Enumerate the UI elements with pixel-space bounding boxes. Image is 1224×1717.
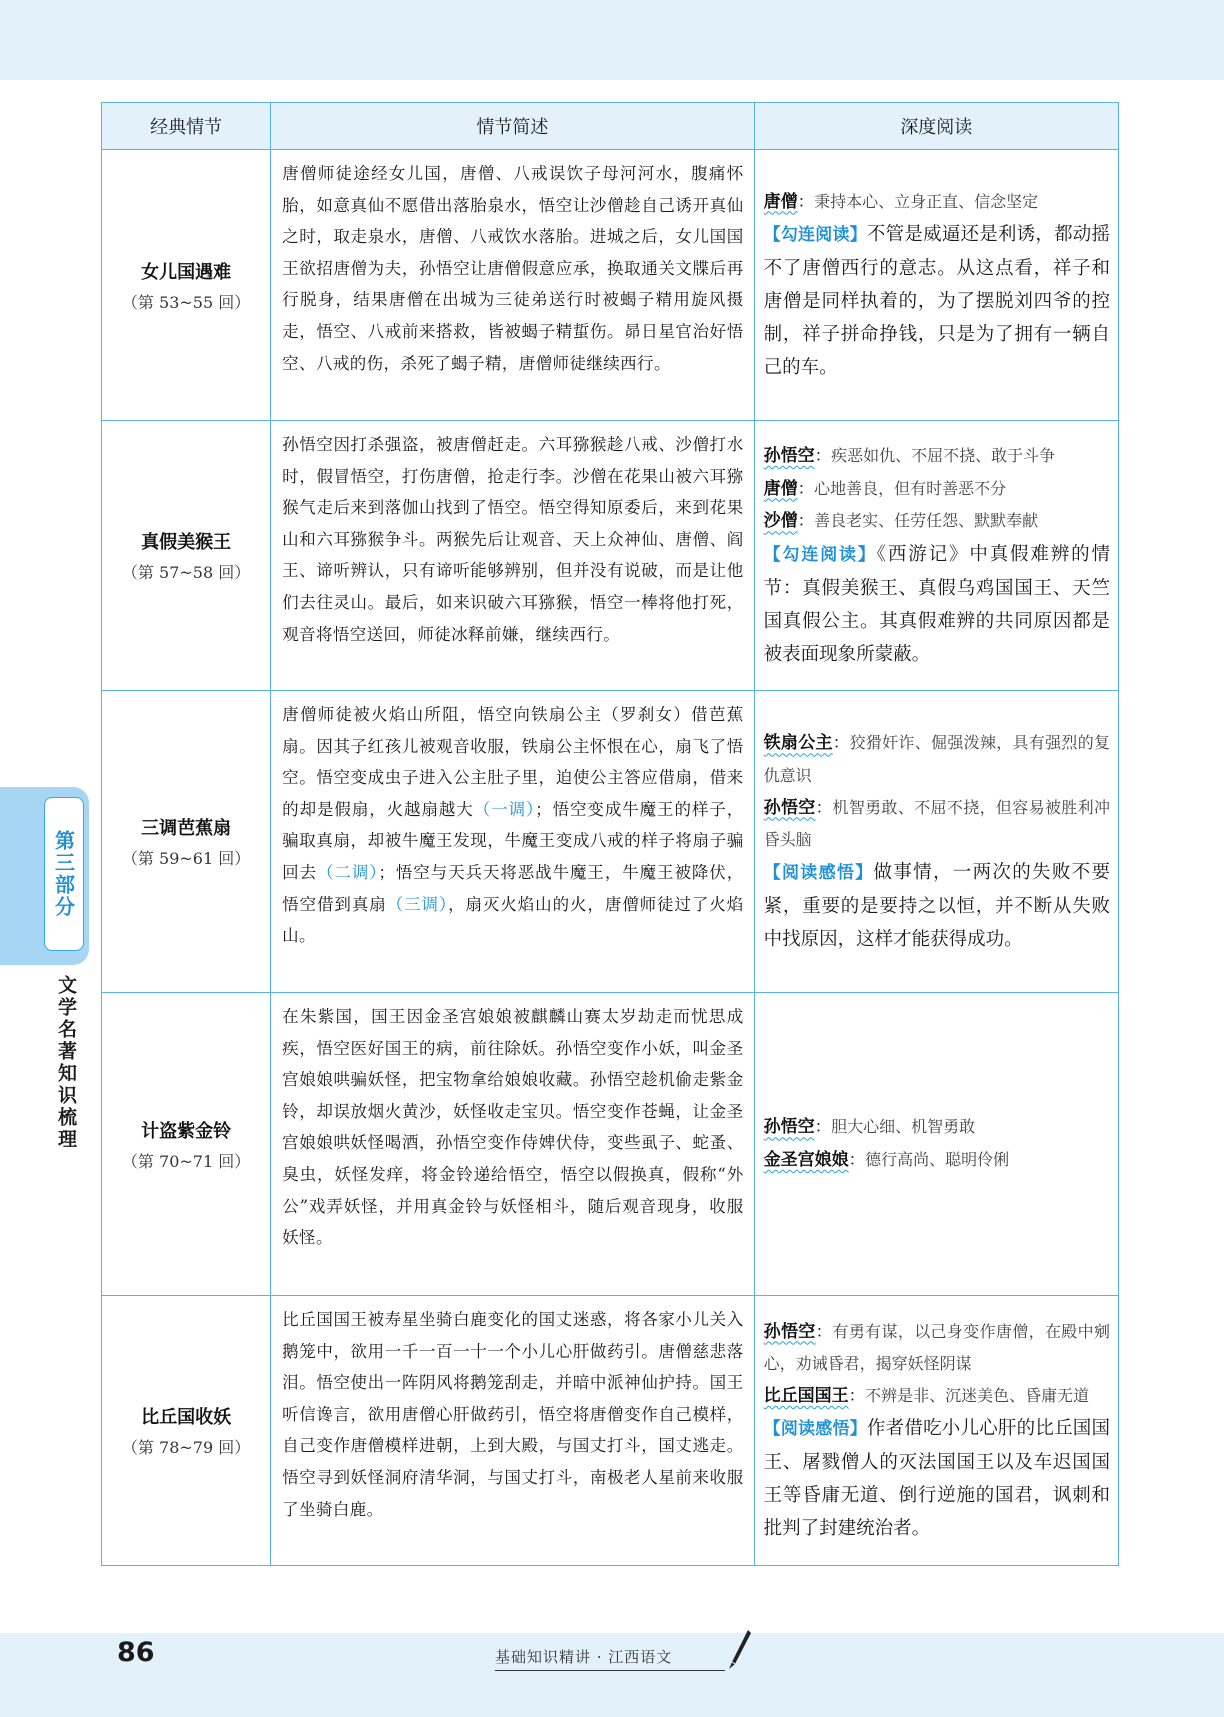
deep-reading-cell — [754, 1296, 1118, 1566]
note-tag: 【勾连阅读】 — [763, 544, 877, 565]
summary-text: 在朱紫国，国王因金圣宫娘娘被麒麟山赛太岁劫走而忧思成疾，悟空医好国王的病，前往除妖。孙悟空变作小妖，叫金圣宫娘娘哄骗妖怪，把宝物拿给娘娘收藏。孙悟空趁机偷走紫金铃，却误放烟火黄沙，妖怪收走宝贝。悟空变作苍蝇，让金圣宫娘娘哄妖怪喝酒，孙悟空变作侍婢伏侍，变些虱子、蛇蚤、臭虫，妖怪发痒，将金铃递给悟空，悟空以假换真，假称“外公”戏弄妖怪，并用真金铃与妖怪相斗，随后观音现身，收服妖怪。 — [282, 1007, 744, 1248]
plot-name: 三调芭蕉扇 — [141, 818, 232, 839]
character-entry: 沙僧：善良老实、任劳任怨、默默奉献 — [763, 511, 1039, 532]
summary-highlight: （一调） — [473, 799, 536, 819]
column-header-summary: 情节简述 — [271, 103, 754, 150]
summary-text: ，扇灭火焰山的火，唐僧师徒过了火焰山。 — [282, 894, 744, 946]
character-entry: 孙悟空：胆大心细、机智勇敢 — [763, 1117, 976, 1138]
summary-text: ；悟空与天兵天将恶战牛魔王，牛魔王被降伏，悟空借到真扇 — [282, 862, 744, 914]
summary-cell — [271, 1296, 754, 1566]
plot-name: 比丘国收妖 — [141, 1407, 232, 1428]
section-tab-label: 第三部分 — [51, 830, 76, 918]
plot-name: 女儿国遇难 — [141, 261, 232, 283]
summary-text: 比丘国国王被寿星坐骑白鹿变化的国丈迷惑，将各家小儿关入鹅笼中，欲用一千一百一十一个小儿心肝做药引。唐僧慈悲落泪。悟空使出一阵阴风将鹅笼刮走，并暗中派神仙护持。国王听信谗言，欲用唐僧心肝做药引，悟空将唐僧变作自己模样，自己变作唐僧模样进朝，上到大殿，与国丈打斗，国丈逃走。悟空寻到妖怪洞府清华洞，与国丈打斗，南极老人星前来收服了坐骑白鹿。 — [282, 1310, 744, 1519]
note-text: 做事情，一两次的失败不要紧，重要的是要持之以恒，并不断从失败中找原因，这样才能获得成功。 — [763, 861, 1111, 950]
character-name: 沙僧 — [763, 511, 798, 532]
reading-note — [764, 856, 1110, 956]
note-text: 《西游记》中真假难辨的情节：真假美猴王、真假乌鸡国国王、天竺国真假公主。其真假难辨的共同原因都是被表面现象所蒙蔽。 — [763, 543, 1110, 665]
summary-cell — [271, 691, 754, 993]
reading-note — [764, 1412, 1110, 1545]
character-traits: 胆大心细、机智勇敢 — [831, 1117, 976, 1137]
character-traits: 德行高尚、聪明伶俐 — [865, 1150, 1010, 1169]
summary-cell — [271, 150, 754, 421]
deep-reading-cell — [754, 993, 1118, 1296]
plot-cell — [102, 993, 271, 1296]
character-name: 孙悟空 — [763, 1321, 816, 1342]
character-entry: 比丘国国王：不辨是非、沉迷美色、昏庸无道 — [763, 1385, 1090, 1406]
character-traits: 狡猾奸诈、倔强泼辣，具有强烈的复仇意识 — [763, 733, 1110, 785]
plot-cell — [102, 691, 271, 993]
column-header-plot: 经典情节 — [102, 103, 271, 150]
section-tab-label-box — [44, 797, 84, 951]
character-entry: 孙悟空：机智勇敢、不屈不挠，但容易被胜利冲昏头脑 — [763, 797, 1110, 850]
plot-cell — [102, 1296, 271, 1566]
reading-note — [764, 218, 1110, 384]
plot-chapters: （第 53~55 回） — [121, 292, 251, 312]
page-number: 86 — [117, 1637, 155, 1668]
table-row — [102, 1296, 1119, 1566]
summary-cell — [271, 993, 754, 1296]
summary-text: ；悟空变成牛魔王的样子，骗取真扇，却被牛魔王发现，牛魔王变成八戒的样子将扇子骗回去 — [282, 799, 744, 882]
section-tab — [0, 787, 89, 965]
footer-book-title: 基础知识精讲 · 江西语文 — [495, 1646, 725, 1671]
plot-table — [101, 102, 1119, 1566]
character-traits: 机智勇敢、不屈不挠，但容易被胜利冲昏头脑 — [763, 797, 1110, 850]
character-entry: 唐僧：秉持本心、立身正直、信念坚定 — [763, 191, 1039, 212]
character-name: 孙悟空 — [763, 797, 816, 818]
summary-text: 唐僧师徒途经女儿国，唐僧、八戒误饮子母河河水，腹痛怀胎，如意真仙不愿借出落胎泉水，悟空让沙僧趁自己诱开真仙之时，取走泉水，唐僧、八戒饮水落胎。进城之后，女儿国国王欲招唐僧为夫，孙悟空让唐僧假意应承，换取通关文牒后再行脱身，结果唐僧在出城为三徒弟送行时被蝎子精用旋风摄走，悟空、八戒前来搭救，皆被蝎子精蜇伤。昴日星官治好悟空、八戒的伤，杀死了蝎子精，唐僧师徒继续西行。 — [282, 164, 744, 373]
character-traits: 有勇有谋，以己身变作唐僧，在殿中剜心，劝诫昏君，揭穿妖怪阴谋 — [763, 1321, 1110, 1374]
note-tag: 【阅读感悟】 — [763, 1419, 867, 1440]
plot-cell — [102, 421, 271, 691]
character-traits: 心地善良，但有时善恶不分 — [814, 478, 1007, 498]
character-name: 孙悟空 — [763, 446, 815, 467]
deep-reading-cell — [754, 150, 1118, 421]
section-caption: 文学名著知识梳理 — [55, 975, 77, 1151]
table-row — [102, 691, 1119, 993]
character-name: 唐僧 — [763, 478, 798, 499]
summary-highlight: （二调） — [317, 862, 379, 882]
reading-note — [764, 538, 1110, 671]
character-traits: 不辨是非、沉迷美色、昏庸无道 — [865, 1385, 1090, 1405]
character-entry: 孙悟空：有勇有谋，以己身变作唐僧，在殿中剜心，劝诫昏君，揭穿妖怪阴谋 — [763, 1321, 1110, 1374]
note-tag: 【阅读感悟】 — [763, 862, 874, 883]
character-entry: 唐僧：心地善良，但有时善恶不分 — [763, 478, 1007, 499]
plot-chapters: （第 78~79 回） — [121, 1438, 251, 1457]
plot-chapters: （第 70~71 回） — [121, 1151, 251, 1171]
character-name: 铁扇公主 — [763, 733, 833, 754]
character-name: 唐僧 — [763, 191, 798, 212]
pen-icon — [724, 1628, 752, 1672]
table-row — [102, 150, 1119, 421]
header-band — [0, 0, 1224, 80]
summary-text: 唐僧师徒被火焰山所阻，悟空向铁扇公主（罗刹女）借芭蕉扇。因其子红孩儿被观音收服，铁扇公主怀恨在心，扇飞了悟空。悟空变成虫子进入公主肚子里，迫使公主答应借扇，借来的却是假扇，火越扇越大 — [282, 705, 744, 819]
plot-name: 计盗紫金铃 — [141, 1120, 232, 1142]
character-entry: 孙悟空：疾恶如仇、不屈不挠、敢于斗争 — [763, 446, 1056, 467]
note-tag: 【勾连阅读】 — [763, 225, 867, 246]
summary-cell — [271, 421, 754, 691]
character-traits: 疾恶如仇、不屈不挠、敢于斗争 — [831, 446, 1056, 466]
character-traits: 秉持本心、立身正直、信念坚定 — [814, 191, 1039, 211]
character-traits: 善良老实、任劳任怨、默默奉献 — [814, 511, 1039, 531]
plot-chapters: （第 59~61 回） — [121, 849, 251, 868]
character-entry: 金圣宫娘娘：德行高尚、聪明伶俐 — [763, 1150, 1010, 1170]
table-header-row — [102, 103, 1119, 150]
summary-highlight: （三调） — [386, 894, 449, 914]
plot-name: 真假美猴王 — [141, 532, 232, 553]
summary-text: 孙悟空因打杀强盗，被唐僧赶走。六耳猕猴趁八戒、沙僧打水时，假冒悟空，打伤唐僧，抢走行李。沙僧在花果山被六耳猕猴气走后来到落伽山找到了悟空。悟空得知原委后，来到花果山和六耳猕猴争斗。两猴先后让观音、天上众神仙、唐僧、阎王、谛听辨认，只有谛听能够辨别，但并没有说破，而是让他们去往灵山。最后，如来识破六耳猕猴，悟空一棒将他打死，观音将悟空送回，师徒冰释前嫌，继续西行。 — [282, 435, 744, 644]
character-entry: 铁扇公主：狡猾奸诈、倔强泼辣，具有强烈的复仇意识 — [763, 733, 1110, 785]
plot-chapters: （第 57~58 回） — [121, 563, 251, 582]
table-row — [102, 421, 1119, 691]
note-text: 不管是威逼还是利诱，都动摇不了唐僧西行的意志。从这点看，祥子和唐僧是同样执着的，为了摆脱刘四爷的控制，祥子拼命挣钱，只是为了拥有一辆自己的车。 — [763, 224, 1110, 379]
character-name: 孙悟空 — [763, 1117, 815, 1138]
column-header-deep-reading: 深度阅读 — [754, 103, 1118, 150]
deep-reading-cell — [754, 421, 1118, 691]
character-name: 比丘国国王 — [763, 1385, 849, 1406]
note-text: 作者借吃小儿心肝的比丘国国王、屠戮僧人的灭法国国王以及车迟国国王等昏庸无道、倒行逆施的国君，讽刺和批判了封建统治者。 — [763, 1418, 1110, 1540]
table-row — [102, 993, 1119, 1296]
deep-reading-cell — [754, 691, 1118, 993]
character-name: 金圣宫娘娘 — [763, 1150, 849, 1170]
plot-cell — [102, 150, 271, 421]
